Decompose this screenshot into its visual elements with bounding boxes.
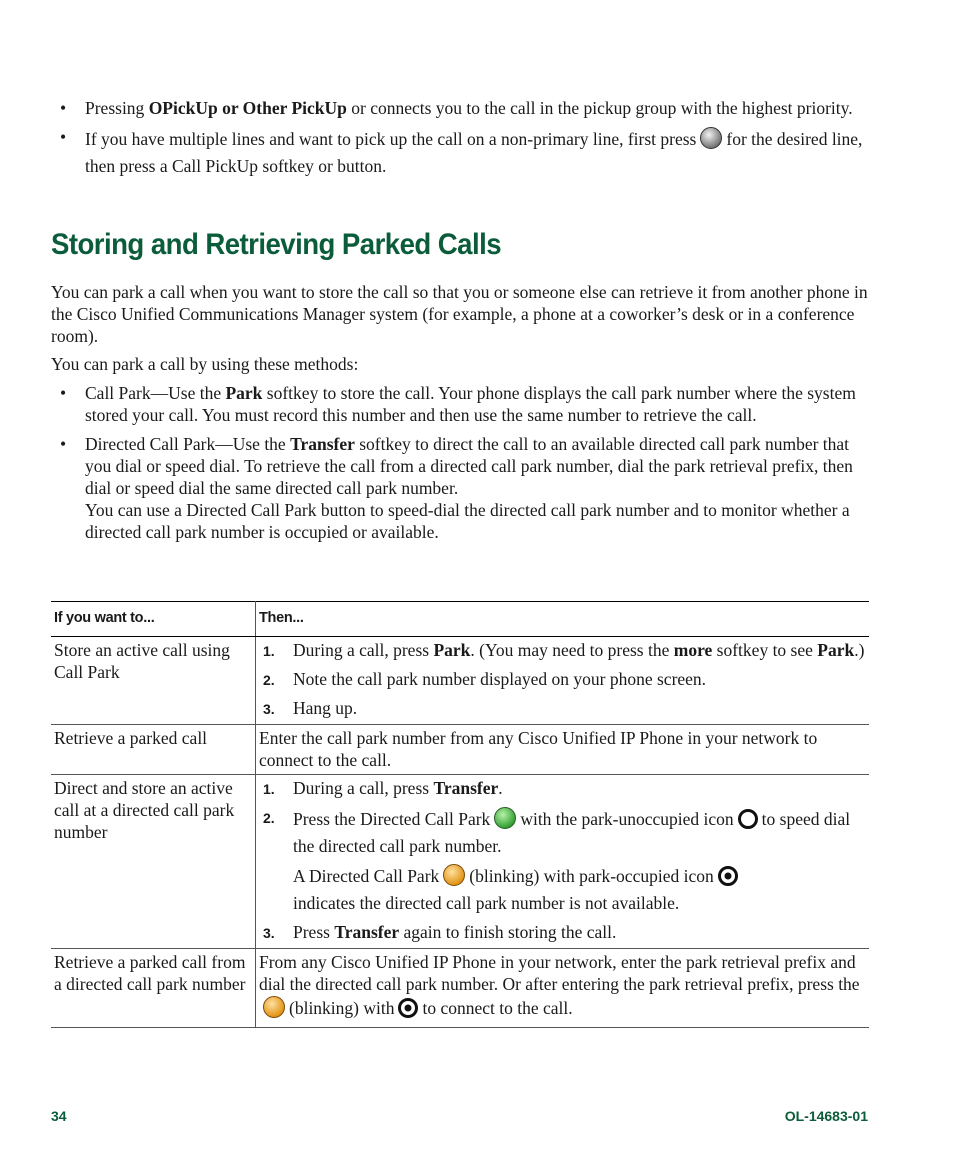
intro-paragraph: You can park a call when you want to store the call so that you or someone else can retrieve it from another phone in the Cisco Unified Communications Manager system (for example, a phone at a coworker’s desk or in a conference room).: [51, 282, 868, 346]
park-unoccupied-icon: [737, 808, 759, 835]
bullet-item: • Pressing OPickUp or Other PickUp or connects you to the call in the pickup group with the highest priority.: [60, 97, 872, 119]
steps-cell: [256, 637, 870, 725]
task-cell: Retrieve a parked call: [51, 725, 256, 775]
amber-line-button-icon: [442, 863, 466, 892]
park-occupied-icon: [717, 865, 739, 892]
green-line-button-icon: [493, 806, 517, 835]
softkey-name: OPickUp or Other PickUp: [148, 98, 347, 118]
step-item: 1. During a call, press Park. (You may need to press the more softkey to see Park.): [263, 640, 865, 660]
park-occupied-icon: [397, 997, 419, 1024]
document-id: OL-14683-01: [784, 1108, 868, 1124]
step-list: [259, 777, 866, 943]
column-header: If you want to...: [51, 602, 256, 637]
bullet-item: • Directed Call Park—Use the Transfer softkey to direct the call to an available directed call park number that you dial or speed dial. To retrieve the call from a directed call park number, dial the park retrieval prefix, then dial or speed dial the same directed call park number. You can use a Directed Call Park button to speed-dial the directed call park number and to monitor whether a directed call park number is occupied or available.: [60, 433, 872, 543]
step-note: A Directed Call Park (blinking) with park-occupied icon indicates the directed call park number is not available.: [293, 863, 866, 914]
step-list: [259, 639, 866, 719]
table-row: [51, 775, 869, 949]
step-item: 1. During a call, press Transfer.: [263, 778, 503, 798]
amber-line-button-icon: [262, 995, 286, 1024]
section-title: Storing and Retrieving Parked Calls: [51, 228, 502, 261]
steps-cell: Enter the call park number from any Cisco Unified IP Phone in your network to connect to the call.: [256, 725, 870, 775]
task-cell: Direct and store an active call at a directed call park number: [51, 775, 256, 949]
step-item: 3. Press Transfer again to finish storing the call.: [263, 922, 617, 942]
methods-intro: You can park a call by using these methods:: [51, 354, 359, 374]
bullet-item: • If you have multiple lines and want to pick up the call on a non-primary line, first press for the desired line, then press a Call PickUp softkey or button.: [60, 126, 872, 177]
park-methods-list: [60, 382, 872, 550]
step-item: 2. Note the call park number displayed on your phone screen.: [263, 669, 707, 689]
bullet-item: • Call Park—Use the Park softkey to store the call. Your phone displays the call park number where the system stored your call. You must record this number and then use the same number to retrieve the call.: [60, 382, 872, 426]
step-item: 3. Hang up.: [263, 698, 358, 718]
softkey-name: Park: [225, 383, 263, 403]
table-header-row: [51, 602, 869, 637]
pickup-bullet-list: [60, 97, 872, 184]
steps-cell: [256, 775, 870, 949]
column-header: Then...: [256, 602, 870, 637]
table-row: [51, 725, 869, 775]
task-cell: Retrieve a parked call from a directed call park number: [51, 949, 256, 1028]
gray-line-button-icon: [699, 126, 723, 155]
page-number: 34: [51, 1108, 67, 1124]
step-item: 2. Press the Directed Call Park with the park-unoccupied icon to speed dial the directed call park number. A Directed Call Park (blinking) with park-occupied icon indicates the directed call park number is not available.: [259, 806, 866, 914]
softkey-name: Transfer: [290, 434, 355, 454]
steps-cell: From any Cisco Unified IP Phone in your network, enter the park retrieval prefix and dial the directed call park number. Or after entering the park retrieval prefix, press the(blinking) with to connect to the call.: [256, 949, 870, 1028]
task-cell: Store an active call using Call Park: [51, 637, 256, 725]
table-row: [51, 949, 869, 1028]
table-row: [51, 637, 869, 725]
park-steps-table: [51, 601, 869, 1028]
